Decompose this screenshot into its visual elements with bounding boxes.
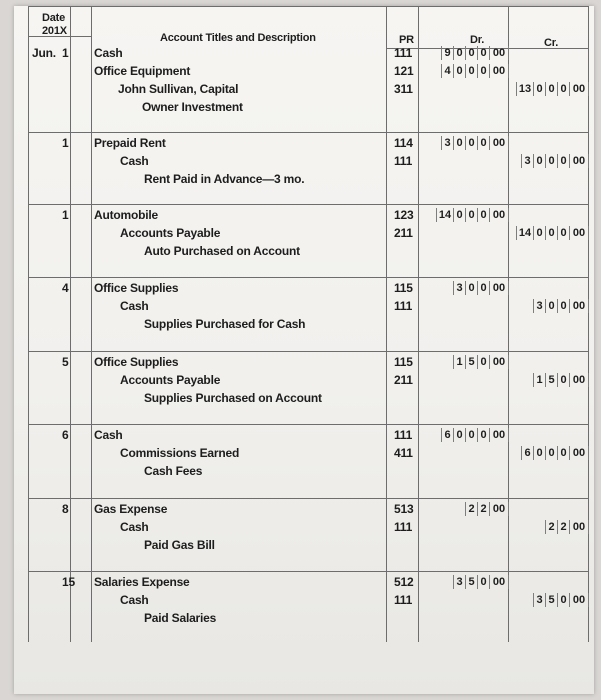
pr-header: PR xyxy=(399,34,414,46)
account-line: Paid Salaries xyxy=(144,611,217,625)
account-line: Supplies Purchased for Cash xyxy=(144,317,306,331)
amount-digit: 0 xyxy=(478,355,490,369)
credit-amount xyxy=(545,520,589,534)
account-line: Office Supplies xyxy=(94,355,179,369)
amount-digit: 0 xyxy=(558,373,570,387)
cents-digit: 00 xyxy=(490,136,509,150)
account-line: Cash xyxy=(120,593,149,607)
amount-digit: 14 xyxy=(517,226,534,240)
cents-digit: 00 xyxy=(490,428,509,442)
amount-digit: 0 xyxy=(546,154,558,168)
amount-digit: 0 xyxy=(454,64,466,78)
debit-amount xyxy=(441,136,509,150)
account-line: Accounts Payable xyxy=(120,373,221,387)
credit-amount xyxy=(521,154,589,168)
entry-separator-rule xyxy=(28,277,588,278)
amount-digit: 9 xyxy=(442,46,454,60)
account-line: Cash xyxy=(120,299,149,313)
amount-digit: 14 xyxy=(437,208,454,222)
amount-digit: 3 xyxy=(522,154,534,168)
amount-digit: 5 xyxy=(466,355,478,369)
account-line: Salaries Expense xyxy=(94,575,190,589)
amount-digit: 4 xyxy=(442,64,454,78)
amount-digit: 0 xyxy=(454,136,466,150)
account-line: Office Supplies xyxy=(94,281,179,295)
amount-digit: 0 xyxy=(454,208,466,222)
amount-digit: 0 xyxy=(466,281,478,295)
amount-digit: 0 xyxy=(558,82,570,96)
entry-separator-rule xyxy=(28,498,588,499)
amount-digit: 3 xyxy=(454,281,466,295)
post-ref: 115 xyxy=(394,281,413,295)
day-col-rule xyxy=(70,6,71,642)
amount-digit: 0 xyxy=(466,64,478,78)
year-header: 201X xyxy=(42,25,67,37)
credit-amount xyxy=(516,82,589,96)
amount-digit: 0 xyxy=(466,136,478,150)
amount-digit: 0 xyxy=(546,299,558,313)
account-line: Cash xyxy=(94,428,123,442)
cents-digit: 00 xyxy=(490,46,509,60)
amount-digit: 2 xyxy=(546,520,558,534)
entry-separator-rule xyxy=(28,132,588,133)
account-line: Cash xyxy=(120,520,149,534)
cents-digit: 00 xyxy=(570,82,589,96)
entry-day: 4 xyxy=(62,281,69,295)
account-line: Auto Purchased on Account xyxy=(144,244,300,258)
amount-digit: 0 xyxy=(558,446,570,460)
amount-digit: 2 xyxy=(478,502,490,516)
amount-digit: 0 xyxy=(558,154,570,168)
account-line: Commissions Earned xyxy=(120,446,240,460)
cents-digit: 00 xyxy=(490,575,509,589)
amount-digit: 0 xyxy=(546,82,558,96)
cents-digit: 00 xyxy=(570,593,589,607)
credit-amount xyxy=(516,226,589,240)
debit-amount xyxy=(453,281,509,295)
post-ref: 111 xyxy=(394,428,413,442)
debit-amount xyxy=(436,208,509,222)
amount-digit: 1 xyxy=(454,355,466,369)
account-line: Paid Gas Bill xyxy=(144,538,215,552)
account-line: Rent Paid in Advance—3 mo. xyxy=(144,172,305,186)
cents-digit: 00 xyxy=(570,373,589,387)
debit-col-rule xyxy=(418,6,419,642)
amount-digit: 0 xyxy=(466,208,478,222)
desc-col-rule xyxy=(91,6,92,642)
debit-amount xyxy=(465,502,509,516)
credit-col-rule xyxy=(508,6,509,642)
account-line: Office Equipment xyxy=(94,64,191,78)
amount-digit: 1 xyxy=(534,373,546,387)
top-rule xyxy=(28,6,588,7)
amount-digit: 0 xyxy=(558,226,570,240)
post-ref: 411 xyxy=(394,446,413,460)
entry-day: 1 xyxy=(62,208,69,222)
amount-digit: 0 xyxy=(478,281,490,295)
entry-day: 1 xyxy=(62,136,69,150)
amount-digit: 0 xyxy=(478,46,490,60)
post-ref: 123 xyxy=(394,208,414,222)
post-ref: 111 xyxy=(394,299,413,313)
entry-separator-rule xyxy=(28,571,588,572)
amount-digit: 3 xyxy=(534,299,546,313)
post-ref: 512 xyxy=(394,575,414,589)
amount-digit: 0 xyxy=(466,46,478,60)
post-ref: 121 xyxy=(394,64,414,78)
account-line: Gas Expense xyxy=(94,502,168,516)
date-header: Date xyxy=(42,12,66,24)
amount-digit: 13 xyxy=(517,82,534,96)
amount-digit: 0 xyxy=(546,446,558,460)
amount-digit: 2 xyxy=(558,520,570,534)
amount-digit: 0 xyxy=(558,299,570,313)
amount-digit: 5 xyxy=(546,373,558,387)
debit-header: Dr. xyxy=(470,34,485,46)
entry-month: Jun. xyxy=(32,46,56,60)
amount-digit: 0 xyxy=(454,46,466,60)
post-ref: 513 xyxy=(394,502,414,516)
account-line: Cash Fees xyxy=(144,464,203,478)
amount-digit: 0 xyxy=(478,136,490,150)
post-ref: 111 xyxy=(394,154,413,168)
entry-day: 15 xyxy=(62,575,75,589)
entry-day: 5 xyxy=(62,355,69,369)
post-ref: 115 xyxy=(394,355,413,369)
post-ref: 111 xyxy=(394,520,413,534)
entry-day: 1 xyxy=(62,46,69,60)
amount-digit: 0 xyxy=(534,154,546,168)
credit-header: Cr. xyxy=(544,37,559,49)
amount-digit: 5 xyxy=(466,575,478,589)
amount-digit: 0 xyxy=(478,428,490,442)
amount-digit: 0 xyxy=(534,226,546,240)
post-ref: 111 xyxy=(394,593,413,607)
account-line: Supplies Purchased on Account xyxy=(144,391,322,405)
debit-amount xyxy=(453,575,509,589)
account-line: Automobile xyxy=(94,208,158,222)
pr-col-rule xyxy=(386,6,387,642)
amount-digit: 0 xyxy=(466,428,478,442)
amount-digit: 0 xyxy=(478,64,490,78)
entry-day: 8 xyxy=(62,502,69,516)
cents-digit: 00 xyxy=(570,226,589,240)
amount-digit: 3 xyxy=(442,136,454,150)
debit-amount xyxy=(441,64,509,78)
amount-digit: 6 xyxy=(522,446,534,460)
amount-digit: 0 xyxy=(534,82,546,96)
amount-digit: 0 xyxy=(558,593,570,607)
cents-digit: 00 xyxy=(490,281,509,295)
amount-digit: 0 xyxy=(478,208,490,222)
journal-page xyxy=(14,6,594,694)
debit-amount xyxy=(441,46,509,60)
credit-amount xyxy=(533,299,589,313)
account-line: Prepaid Rent xyxy=(94,136,166,150)
account-line: Accounts Payable xyxy=(120,226,221,240)
entry-day: 6 xyxy=(62,428,69,442)
date-col-rule xyxy=(28,6,29,642)
amount-digit: 5 xyxy=(546,593,558,607)
cents-digit: 00 xyxy=(570,446,589,460)
right-edge-rule xyxy=(588,6,589,642)
amount-digit: 3 xyxy=(454,575,466,589)
entry-separator-rule xyxy=(28,424,588,425)
amount-digit: 6 xyxy=(442,428,454,442)
cents-digit: 00 xyxy=(490,64,509,78)
cents-digit: 00 xyxy=(570,299,589,313)
entry-separator-rule xyxy=(28,204,588,205)
post-ref: 211 xyxy=(394,373,413,387)
amount-digit: 0 xyxy=(454,428,466,442)
credit-amount xyxy=(521,446,589,460)
description-header: Account Titles and Description xyxy=(160,32,316,44)
amount-digit: 2 xyxy=(466,502,478,516)
credit-amount xyxy=(533,373,589,387)
amount-digit: 3 xyxy=(534,593,546,607)
cents-digit: 00 xyxy=(490,502,509,516)
account-line: John Sullivan, Capital xyxy=(118,82,239,96)
post-ref: 311 xyxy=(394,82,413,96)
post-ref: 111 xyxy=(394,46,413,60)
debit-amount xyxy=(453,355,509,369)
account-line: Cash xyxy=(120,154,149,168)
amount-digit: 0 xyxy=(478,575,490,589)
amount-digit: 0 xyxy=(534,446,546,460)
debit-amount xyxy=(441,428,509,442)
credit-amount xyxy=(533,593,589,607)
amount-digit: 0 xyxy=(546,226,558,240)
account-line: Owner Investment xyxy=(142,100,243,114)
cents-digit: 00 xyxy=(490,355,509,369)
account-line: Cash xyxy=(94,46,123,60)
cents-digit: 00 xyxy=(490,208,509,222)
cents-digit: 00 xyxy=(570,520,589,534)
post-ref: 211 xyxy=(394,226,413,240)
cents-digit: 00 xyxy=(570,154,589,168)
entry-separator-rule xyxy=(28,351,588,352)
post-ref: 114 xyxy=(394,136,413,150)
